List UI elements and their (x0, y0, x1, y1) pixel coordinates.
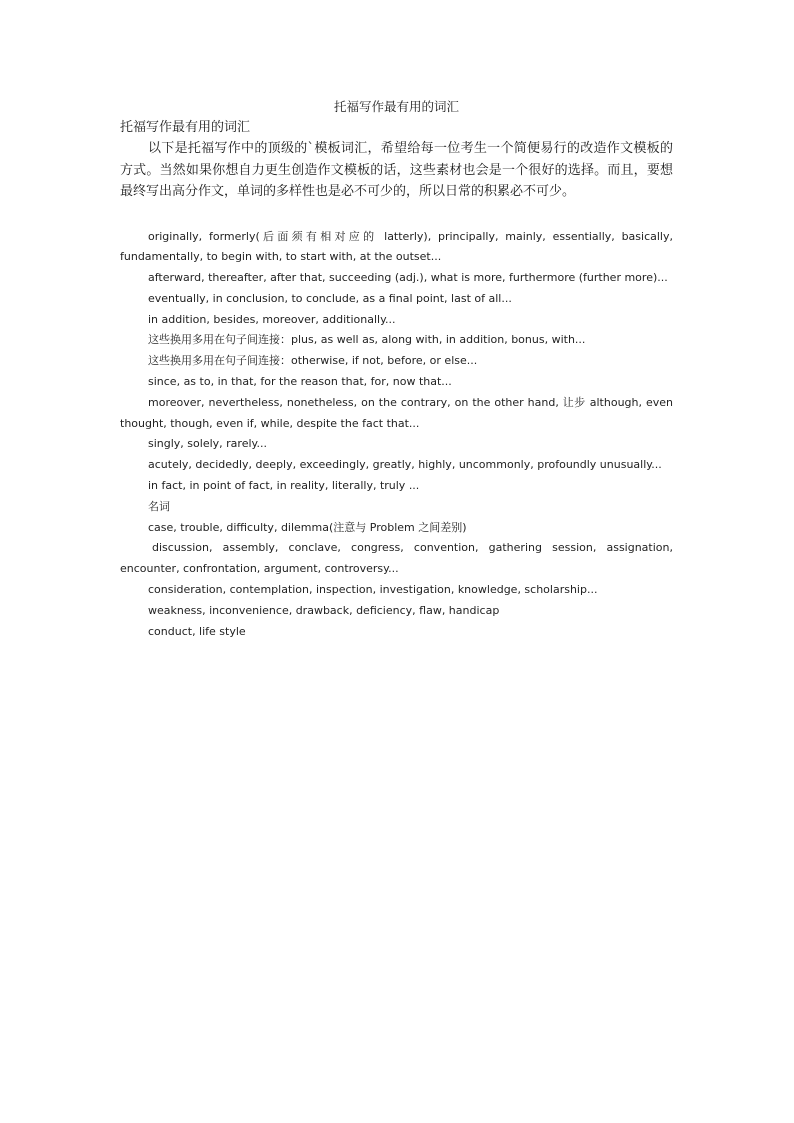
vocab-line: since, as to, in that, for the reason that, for, now that... (148, 375, 452, 389)
vocab-line: 这些换用多用在句子间连接：otherwise, if not, before, or else... (148, 354, 478, 368)
vocab-line: discussion, assembly, conclave, congress, convention, gathering session, assignation, encounter, confrontation, argument, controversy... (120, 541, 673, 576)
vocab-line: weakness, inconvenience, drawback, deficiency, flaw, handicap (148, 603, 500, 617)
vocab-line: afterward, thereafter, after that, succeeding (adj.), what is more, furthermore (further more)... (148, 271, 668, 285)
vocab-line: case, trouble, difficulty, dilemma(注意与 Problem 之间差别) (148, 520, 467, 534)
vocabulary-list (120, 227, 673, 643)
vocab-line: in fact, in point of fact, in reality, literally, truly ... (148, 479, 420, 493)
document-title: 托福写作最有用的词汇 (333, 99, 459, 114)
document-subtitle: 托福写作最有用的词汇 (120, 120, 251, 135)
vocab-line: 这些换用多用在句子间连接：plus, as well as, along with, in addition, bonus, with... (148, 333, 586, 347)
vocab-line: eventually, in conclusion, to conclude, as a final point, last of all... (148, 291, 512, 305)
intro-paragraph: 以下是托福写作中的顶级的`模板词汇，希望给每一位考生一个简便易行的改造作文模板的方式。当然如果你想自力更生创造作文模板的话，这些素材也会是一个很好的选择。而且，要想最终写出高分作文，单词的多样性也是必不可少的，所以日常的积累必不可少。 (120, 141, 673, 199)
spacer (120, 203, 673, 227)
vocab-line: moreover, nevertheless, nonetheless, on the contrary, on the other hand, 让步 although, even thought, though, even if, while, despite the fact that... (120, 395, 673, 430)
vocab-line: originally, formerly(后面须有相对应的 latterly), principally, mainly, essentially, basically, fundamentally, to begin with, to start with, at the outset... (120, 229, 673, 264)
vocab-line: in addition, besides, moreover, additionally... (148, 312, 396, 326)
vocab-line: acutely, decidedly, deeply, exceedingly, greatly, highly, uncommonly, profoundly unusually... (148, 458, 662, 472)
vocab-line: singly, solely, rarely... (148, 437, 267, 451)
section-heading-nouns: 名词 (148, 499, 170, 513)
vocab-line: consideration, contemplation, inspection, investigation, knowledge, scholarship... (148, 583, 598, 597)
document-page (120, 96, 673, 642)
vocab-line: conduct, life style (148, 624, 246, 638)
